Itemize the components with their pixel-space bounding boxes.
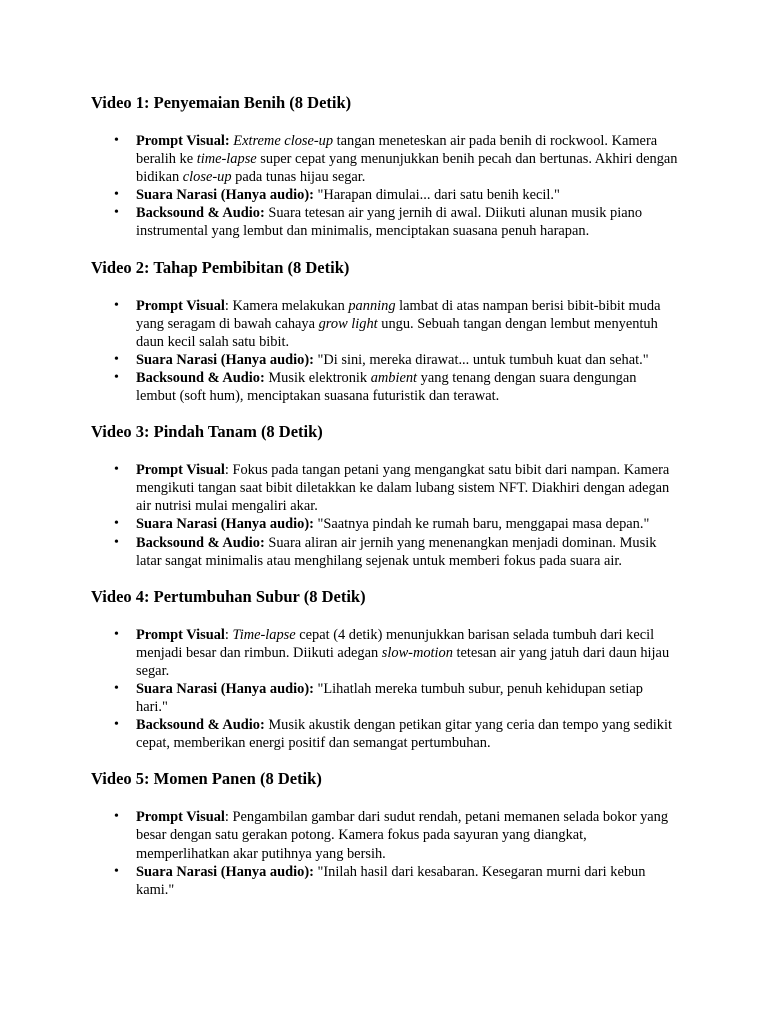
item-text: "Inilah hasil dari kesabaran. Kesegaran murni dari kebun kami." <box>136 863 646 898</box>
item-label: Suara Narasi (Hanya audio): <box>136 516 314 533</box>
section-video-4 <box>91 586 678 753</box>
item-label: Suara Narasi (Hanya audio): <box>136 351 314 368</box>
item-text-italic: time-lapse <box>196 151 257 168</box>
item-text: Suara tetesan air yang jernih di awal. Diikuti alunan musik piano instrumental yang lembut dan minimalis, menciptakan suasana penuh harapan. <box>136 205 643 240</box>
item-text-italic: close-up <box>182 169 232 186</box>
section-video-3 <box>91 421 678 570</box>
list-item <box>136 461 678 515</box>
item-text: : Fokus pada tangan petani yang mengangkat satu bibit dari nampan. Kamera mengikuti tangan saat bibit diletakkan ke dalam lubang sistem NFT. Diakhiri dengan adegan air nutrisi mulai mengaliri akar. <box>136 462 670 515</box>
item-text: tangan meneteskan air pada benih di rockwool. Kamera beralih ke <box>136 133 658 168</box>
list-item <box>136 186 678 204</box>
section-video-5 <box>91 768 678 898</box>
item-text-italic: panning <box>348 297 396 314</box>
list-item <box>136 680 678 716</box>
item-text-italic: ambient <box>370 369 418 386</box>
item-text: lambat di atas nampan berisi bibit-bibit muda yang seragam di bawah cahaya <box>136 297 661 332</box>
item-label: Suara Narasi (Hanya audio): <box>136 680 314 697</box>
item-label: Prompt Visual <box>136 626 225 643</box>
item-text: "Di sini, mereka dirawat... untuk tumbuh kuat dan sehat." <box>313 351 649 368</box>
section-video-1 <box>91 92 678 241</box>
item-label: Suara Narasi (Hanya audio): <box>136 863 314 880</box>
item-text: yang tenang dengan suara dengungan lembut (soft hum), menciptakan suasana futuristik dan terawat. <box>136 369 637 405</box>
section-title: Video 3: Pindah Tanam (8 Detik) <box>91 422 323 442</box>
item-text-italic: slow-motion <box>381 644 453 661</box>
item-text: "Saatnya pindah ke rumah baru, menggapai masa depan." <box>313 516 650 533</box>
bullet-list <box>91 461 678 570</box>
section-video-2 <box>91 257 678 406</box>
list-item <box>136 863 678 899</box>
bullet-list <box>91 297 678 406</box>
item-text: super cepat yang menunjukkan benih pecah dan bertunas. Akhiri dengan bidikan <box>136 151 678 186</box>
list-item <box>136 369 678 405</box>
list-item <box>136 808 678 862</box>
item-label: Backsound & Audio: <box>136 534 265 551</box>
item-label: Prompt Visual <box>136 809 225 826</box>
list-item <box>136 515 678 533</box>
item-text: pada tunas hijau segar. <box>231 169 366 186</box>
section-title: Video 1: Penyemaian Benih (8 Detik) <box>91 93 352 112</box>
list-item <box>136 626 678 680</box>
item-text: : Kamera melakukan <box>224 297 349 314</box>
section-title: Video 4: Pertumbuhan Subur (8 Detik) <box>91 586 366 606</box>
item-text-italic: grow light <box>318 315 378 332</box>
item-label: Prompt Visual <box>136 462 225 479</box>
bullet-list <box>91 626 678 753</box>
item-text: tetesan air yang jatuh dari daun hijau segar. <box>136 644 670 679</box>
item-text: : <box>224 626 233 643</box>
item-text: "Lihatlah mereka tumbuh subur, penuh kehidupan setiap hari." <box>136 680 643 716</box>
item-label: Suara Narasi (Hanya audio): <box>136 187 314 204</box>
document-content <box>91 92 678 899</box>
bullet-list <box>91 132 678 241</box>
list-item <box>136 534 678 570</box>
list-item <box>136 297 678 351</box>
item-label: Prompt Visual <box>136 297 225 314</box>
item-text-italic: Extreme close-up <box>233 133 334 149</box>
item-text-italic: Time-lapse <box>232 626 296 643</box>
item-text: : Pengambilan gambar dari sudut rendah, petani memanen selada bokor yang besar dengan satu gerakan potong. Kamera fokus pada sayuran yang diangkat, memperlihatkan akar putihnya yang bersih. <box>136 809 669 862</box>
list-item <box>136 204 678 240</box>
list-item <box>136 132 678 186</box>
item-text: "Harapan dimulai... dari satu benih kecil." <box>313 187 560 204</box>
list-item <box>136 716 678 752</box>
bullet-list <box>91 808 678 898</box>
list-item <box>136 351 678 369</box>
item-label: Prompt Visual: <box>136 133 230 149</box>
section-title: Video 5: Momen Panen (8 Detik) <box>91 769 322 789</box>
item-text: cepat (4 detik) menunjukkan barisan selada tumbuh dari kecil menjadi besar dan rimbun. Diikuti adegan <box>136 626 655 661</box>
item-label: Backsound & Audio: <box>136 717 265 734</box>
item-text: ungu. Sebuah tangan dengan lembut menyentuh daun kecil salah satu bibit. <box>136 315 658 350</box>
item-text: Musik elektronik <box>264 369 371 386</box>
item-label: Backsound & Audio: <box>136 205 265 222</box>
item-text: Suara aliran air jernih yang menenangkan menjadi dominan. Musik latar sangat minimalis atau menghilang sejenak untuk memberi fokus pada suara air. <box>136 534 657 569</box>
item-label: Backsound & Audio: <box>136 369 265 386</box>
item-text: Musik akustik dengan petikan gitar yang ceria dan tempo yang sedikit cepat, memberikan energi positif dan semangat pertumbuhan. <box>136 717 672 752</box>
section-title: Video 2: Tahap Pembibitan (8 Detik) <box>91 257 350 277</box>
